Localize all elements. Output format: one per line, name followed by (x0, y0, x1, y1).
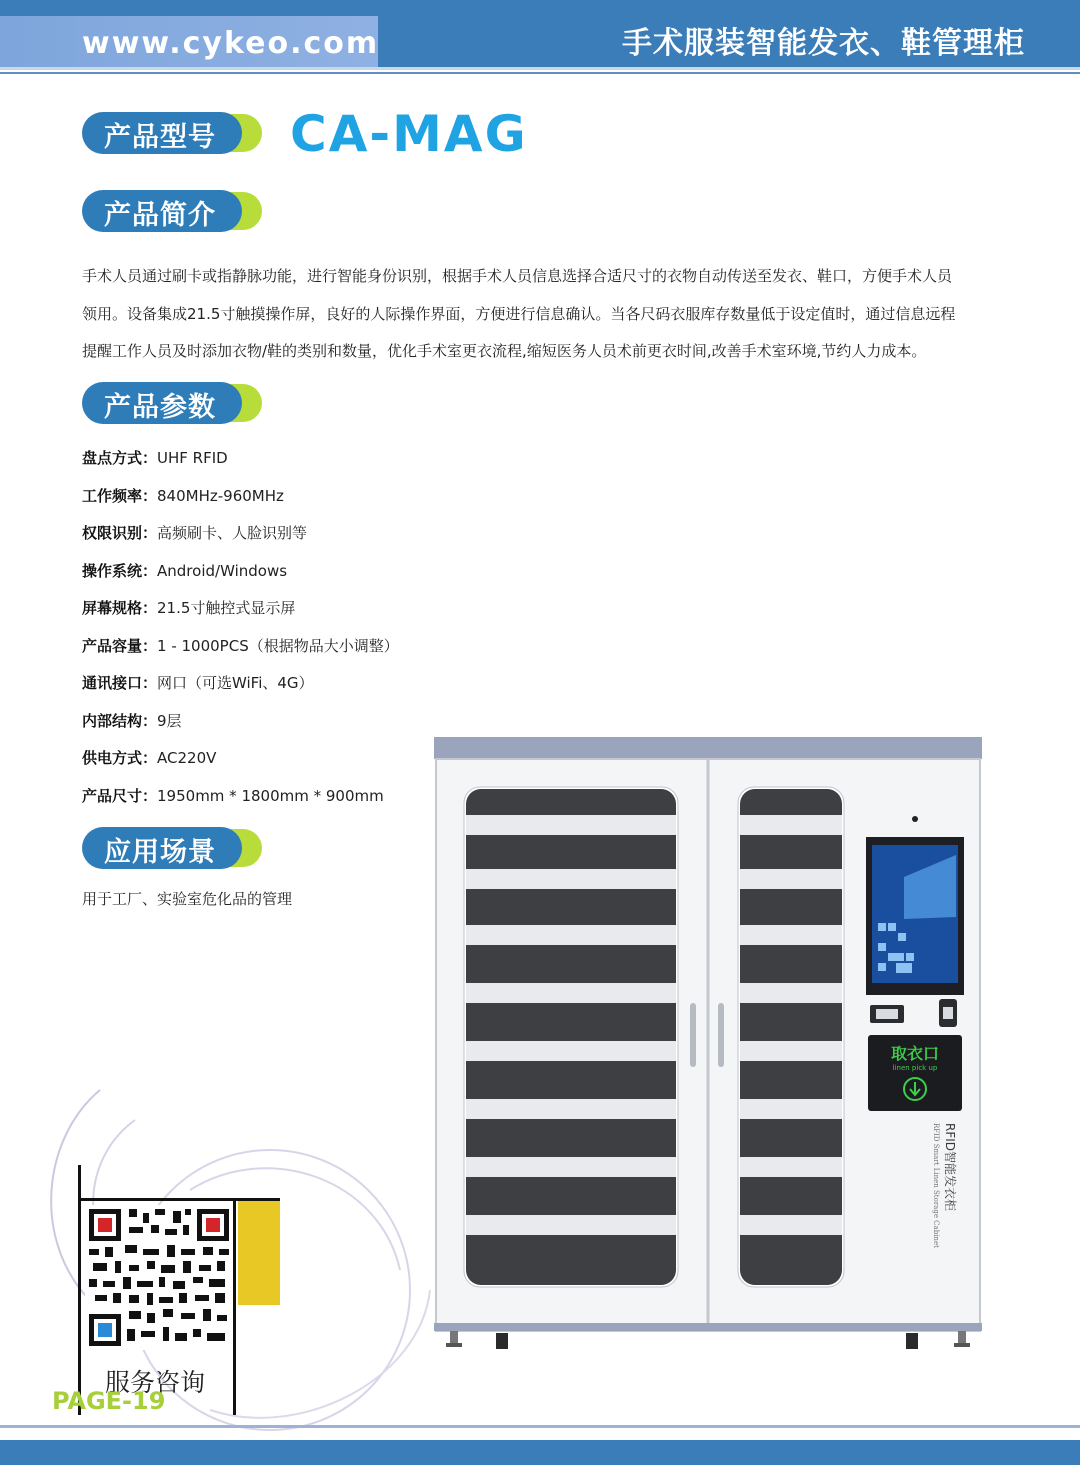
intro-text (82, 258, 1012, 371)
qr-frame-line (233, 1200, 236, 1415)
door-handle[interactable] (690, 1003, 696, 1067)
param-row (82, 778, 442, 816)
section-label: 产品型号 (104, 122, 216, 153)
param-value: 1950mm * 1800mm * 900mm (157, 786, 384, 805)
qr-frame-line (78, 1198, 280, 1201)
model-number: CA-MAG (290, 105, 528, 163)
camera-icon (912, 816, 918, 822)
param-value: AC220V (157, 749, 217, 767)
param-key: 内部结构： (82, 711, 158, 730)
page-number: PAGE-19 (52, 1387, 166, 1415)
section-label: 产品简介 (104, 200, 216, 231)
caster-wheel (906, 1333, 918, 1349)
door-handle[interactable] (718, 1003, 724, 1067)
param-row (82, 740, 442, 778)
param-value: 21.5寸触控式显示屏 (157, 599, 296, 617)
intro-line: 提醒工作人员及时添加衣物/鞋的类别和数量，优化手术室更衣流程,缩短医务人员术前更衣时间,改善手术室环境,节约人力成本。 (82, 342, 927, 360)
header-divider (0, 67, 1080, 70)
section-label: 产品参数 (104, 392, 216, 423)
qr-caption: 服务咨询 (105, 1368, 206, 1397)
param-key: 产品尺寸： (82, 786, 158, 805)
param-key: 供电方式： (82, 749, 158, 767)
param-row (82, 628, 442, 666)
qr-frame-line (78, 1165, 81, 1415)
side-label-cn: RFID智能发衣柜 (943, 1123, 957, 1212)
section-label: 应用场景 (104, 837, 216, 868)
param-row (82, 440, 442, 478)
pickup-title: 取衣口 (890, 1044, 940, 1063)
param-value: 840MHz-960MHz (157, 486, 284, 505)
param-row (82, 553, 442, 591)
page-title: 手术服装智能发衣、鞋管理柜 (622, 26, 1025, 61)
param-row (82, 478, 442, 516)
qr-yellow-block (238, 1200, 280, 1305)
header-bar (0, 0, 1080, 67)
side-label-en: RFID Smart Linen Storage Cabinet (932, 1123, 940, 1248)
intro-line: 领用。设备集成21.5寸触摸操作屏，良好的人际操作界面，方便进行信息确认。当各尺码衣服库存数量低于设定值时，通过信息远程 (82, 304, 956, 323)
qr-block (78, 1165, 283, 1415)
cabinet-base (434, 1323, 982, 1331)
param-row (82, 665, 442, 703)
cabinet-top (434, 737, 982, 759)
param-key: 工作频率： (82, 486, 158, 505)
cabinet-illustration (434, 737, 982, 1357)
param-key: 操作系统： (82, 561, 158, 580)
param-value: 9层 (157, 711, 182, 730)
header-divider-2 (0, 72, 1080, 74)
footer-divider (0, 1425, 1080, 1428)
param-value: UHF RFID (157, 449, 228, 467)
param-key: 通讯接口： (82, 674, 158, 692)
param-row (82, 703, 442, 741)
params-list (82, 440, 442, 815)
param-value: Android/Windows (157, 561, 288, 580)
caster-wheel (496, 1333, 508, 1349)
param-key: 屏幕规格： (82, 599, 158, 617)
param-value: 高频刷卡、人脸识别等 (157, 524, 308, 542)
param-value: 1 - 1000PCS（根据物品大小调整） (157, 636, 399, 655)
intro-line: 手术人员通过刷卡或指静脉功能，进行智能身份识别，根据手术人员信息选择合适尺寸的衣物自动传送至发衣、鞋口，方便手术人员 (82, 267, 953, 285)
param-key: 权限识别： (82, 524, 158, 542)
param-row (82, 590, 442, 628)
site-url[interactable]: www.cykeo.com (82, 26, 380, 61)
usage-text: 用于工厂、实验室危化品的管理 (82, 890, 293, 908)
param-key: 产品容量： (82, 636, 158, 655)
param-row (82, 515, 442, 553)
param-key: 盘点方式： (82, 449, 158, 467)
pickup-subtitle: linen pick up (892, 1064, 938, 1072)
param-value: 网口（可选WiFi、4G） (157, 674, 314, 692)
footer-bar (0, 1440, 1080, 1465)
qr-code[interactable] (85, 1205, 233, 1350)
